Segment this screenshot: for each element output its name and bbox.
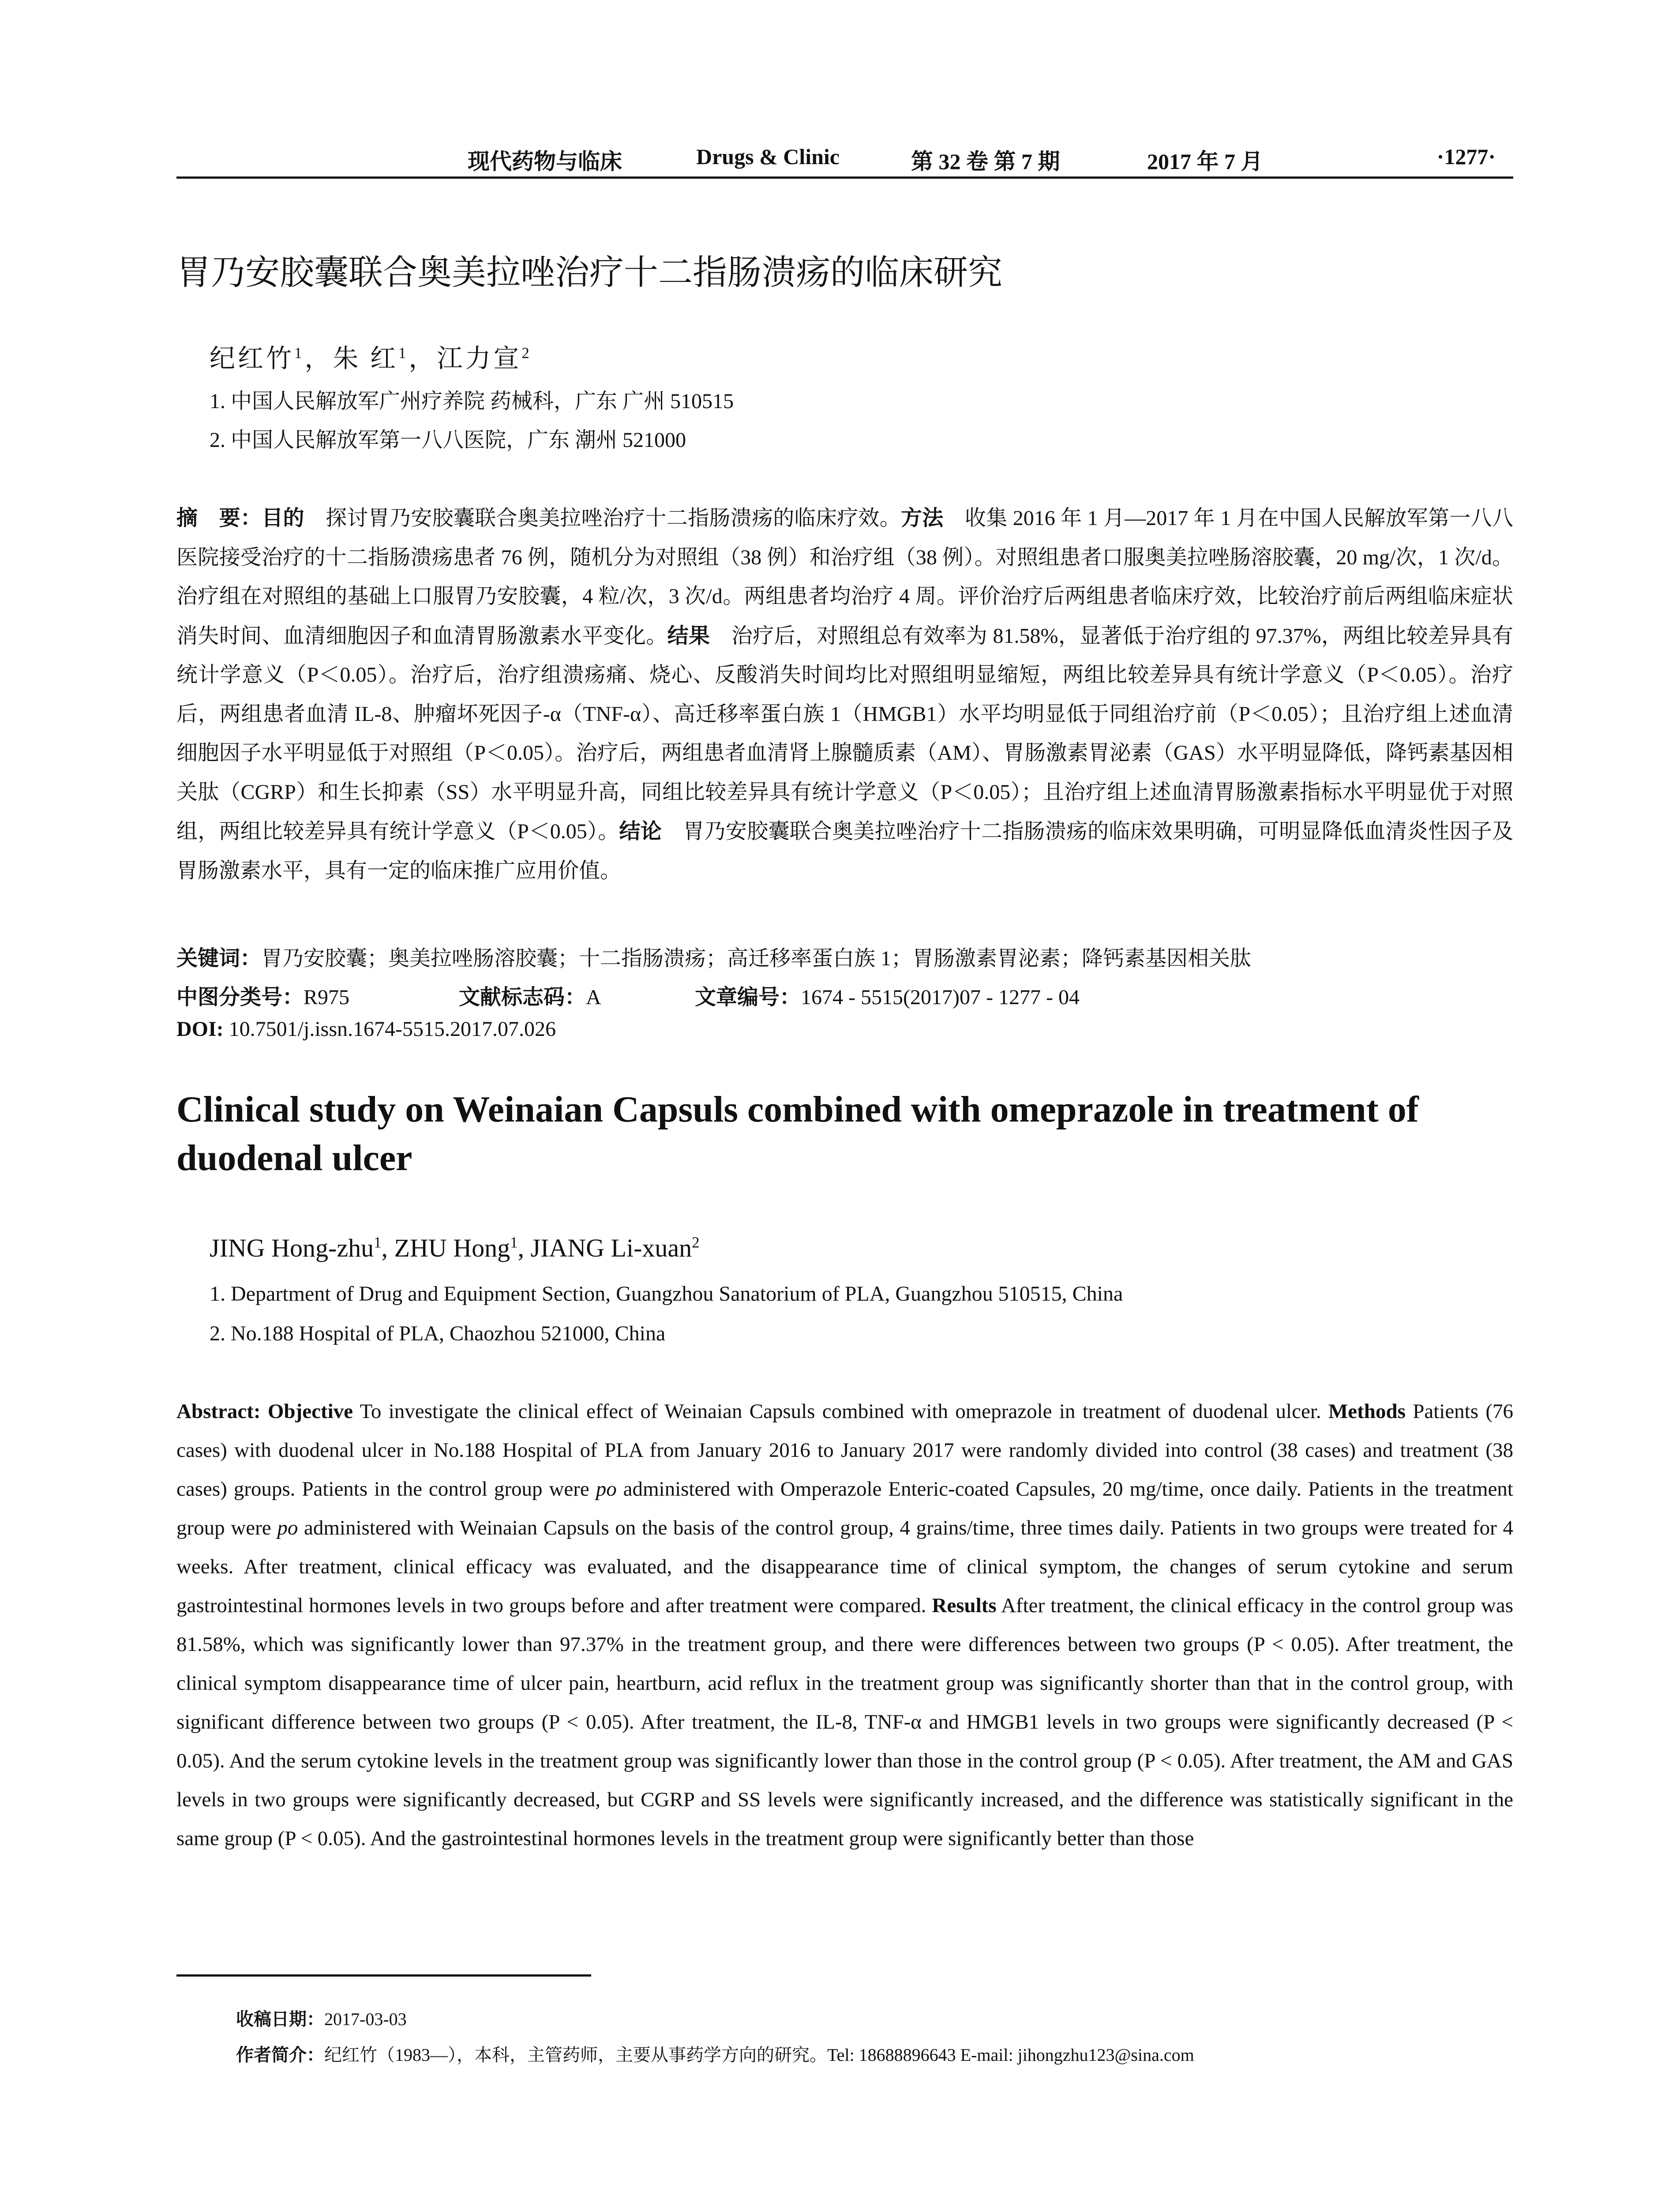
bio-text: 纪红竹（1983—），本科，主管药师，主要从事药学方向的研究。Tel: 18688896643 E-mail: jihongzhu123@sina.com	[324, 2045, 1194, 2065]
methods-text: Patients (76 cases) with duodenal ulcer in No.188 Hospital of PLA from January 2016 to January 2017 were randomly divided into control (38 cases) and treatment (38 cases) groups. Patients in the control group were	[176, 1400, 1513, 1501]
methods-text: 收集 2016 年 1 月—2017 年 1 月在中国人民解放军第一八八医院接受治疗的十二指肠溃疡患者 76 例，随机分为对照组（38 例）和治疗组（38 例）。对照组患者口服奥美拉唑肠溶胶囊，20 mg/次，1 次/d。治疗组在对照组的基础上口服胃乃安胶囊，4 粒/次，3 次/d。两组患者均治疗 4 周。评价治疗后两组患者临床疗效，比较治疗前后两组临床症状消失时间、血清细胞因子和血清胃肠激素水平变化。	[176, 506, 1513, 648]
objective-label: 目的	[262, 506, 304, 530]
objective-text: To investigate the clinical effect of Weinaian Capsuls combined with omeprazole in treatment of duodenal ulcer.	[353, 1400, 1328, 1423]
author-name: 江力宣	[437, 344, 522, 373]
received-date	[236, 2005, 407, 2030]
classification-line	[176, 980, 1080, 1010]
doi-label: DOI:	[176, 1017, 224, 1041]
author-separator: ，	[409, 344, 437, 373]
author-name: JING Hong-zhu	[210, 1234, 374, 1262]
keywords-label: 关键词：	[176, 946, 262, 971]
affiliation-mark: 1	[294, 344, 305, 362]
abstract-en	[176, 1392, 1513, 1858]
page-number: ·1277·	[1436, 144, 1496, 169]
issue-info: 第 32 卷 第 7 期	[911, 149, 1060, 174]
footnote-divider	[176, 1974, 591, 1977]
journal-name-cn: 现代药物与临床	[468, 149, 622, 174]
affiliation-mark: 2	[521, 344, 532, 362]
author-list-en	[210, 1233, 700, 1263]
author-name: ZHU Hong	[394, 1234, 510, 1262]
affiliation-en-1: 1. Department of Drug and Equipment Section, Guangzhou Sanatorium of PLA, Guangzhou 510515, China	[210, 1282, 1123, 1306]
results-label: Results	[932, 1594, 997, 1617]
author-bio	[236, 2041, 1194, 2066]
doc-code-value: A	[586, 986, 601, 1009]
results-text: 治疗后，对照组总有效率为 81.58%，显著低于治疗组的 97.37%，两组比较差异具有统计学意义（P＜0.05）。治疗后，治疗组溃疡痛、烧心、反酸消失时间均比对照组明显缩短，两组比较差异具有统计学意义（P＜0.05）。治疗后，两组患者血清 IL-8、肿瘤坏死因子-α（TNF-α）、高迁移率蛋白族 1（HMGB1）水平均明显低于同组治疗前（P＜0.05）；且治疗组上述血清细胞因子水平明显低于对照组（P＜0.05）。治疗后，两组患者血清肾上腺髓质素（AM）、胃肠激素胃泌素（GAS）水平明显降低，降钙素基因相关肽（CGRP）和生长抑素（SS）水平明显升高，同组比较差异具有统计学意义（P＜0.05）；且治疗组上述血清胃肠激素指标水平明显优于对照组，两组比较差异具有统计学意义（P＜0.05）。	[176, 624, 1513, 843]
keywords-text: 胃乃安胶囊；奥美拉唑肠溶胶囊；十二指肠溃疡；高迁移率蛋白族 1；胃肠激素胃泌素；降钙素基因相关肽	[261, 947, 1252, 970]
affiliation-mark: 1	[398, 344, 409, 362]
keywords-cn	[176, 941, 1251, 972]
affiliation-mark: 1	[374, 1234, 382, 1251]
affiliation-cn-1: 1. 中国人民解放军广州疗养院 药械科，广东 广州 510515	[210, 390, 734, 413]
abstract-objective-label: Abstract: Objective	[176, 1400, 353, 1423]
issue-date: 2017 年 7 月	[1147, 149, 1263, 174]
conclusion-label: 结论	[619, 819, 662, 844]
doi-line	[176, 1017, 556, 1041]
received-value: 2017-03-03	[324, 2009, 407, 2029]
abstract-label: 摘 要：	[176, 506, 262, 530]
clc-label: 中图分类号：	[176, 985, 304, 1009]
running-header	[176, 141, 1513, 179]
article-title-cn: 胃乃安胶囊联合奥美拉唑治疗十二指肠溃疡的临床研究	[176, 253, 1003, 293]
author-name: JIANG Li-xuan	[530, 1234, 692, 1262]
objective-text: 探讨胃乃安胶囊联合奥美拉唑治疗十二指肠溃疡的临床疗效。	[304, 506, 901, 530]
article-no-value: 1674 - 5515(2017)07 - 1277 - 04	[801, 986, 1080, 1009]
route-abbrev: po	[277, 1516, 298, 1539]
affiliation-mark: 2	[692, 1234, 700, 1251]
article-title-en: Clinical study on Weinaian Capsuls combined with omeprazole in treatment of duodenal ulcer	[176, 1089, 1419, 1178]
abstract-cn	[176, 499, 1513, 890]
clc-value: R975	[304, 986, 350, 1009]
affiliation-en-2: 2. No.188 Hospital of PLA, Chaozhou 521000, China	[210, 1322, 666, 1345]
author-list-cn	[210, 338, 532, 375]
bio-label: 作者简介：	[236, 2045, 324, 2065]
article-number	[695, 980, 1080, 1010]
author-separator: ,	[381, 1234, 394, 1262]
results-label: 结果	[667, 623, 710, 648]
author-separator: ,	[518, 1234, 531, 1262]
affiliation-mark: 1	[510, 1234, 518, 1251]
article-no-label: 文章编号：	[695, 985, 801, 1009]
journal-name-en: Drugs & Clinic	[696, 144, 840, 169]
methods-label: 方法	[901, 506, 944, 530]
affiliation-cn-2: 2. 中国人民解放军第一八八医院，广东 潮州 521000	[210, 428, 686, 452]
author-name: 朱 红	[333, 344, 398, 373]
author-separator: ，	[304, 344, 333, 373]
route-abbrev: po	[596, 1478, 617, 1501]
author-name: 纪红竹	[210, 344, 295, 373]
doi-link[interactable]: 10.7501/j.issn.1674-5515.2017.07.026	[223, 1017, 556, 1041]
doc-code-label: 文献标志码：	[459, 985, 586, 1009]
methods-label: Methods	[1328, 1400, 1406, 1423]
doc-code	[459, 980, 601, 1010]
results-text: After treatment, the clinical efficacy in the control group was 81.58%, which was significantly lower than 97.37% in the treatment group, and there were differences between two groups (P < 0.05). After treatment, the clinical symptom disappearance time of ulcer pain, heartburn, acid reflux in the treatment group was significantly shorter than that in the control group, with significant difference between two groups (P < 0.05). After treatment, the IL-8, TNF-α and HMGB1 levels in two groups were significantly decreased (P < 0.05). And the serum cytokine levels in the treatment group was significantly lower than those in the control group (P < 0.05). After treatment, the AM and GAS levels in two groups were significantly decreased, but CGRP and SS levels were significantly increased, and the difference was statistically significant in the same group (P < 0.05). And the gastrointestinal hormones levels in the treatment group were significantly better than those	[176, 1594, 1513, 1850]
conclusion-text: 胃乃安胶囊联合奥美拉唑治疗十二指肠溃疡的临床效果明确，可明显降低血清炎性因子及胃肠激素水平，具有一定的临床推广应用价值。	[176, 820, 1513, 882]
received-label: 收稿日期：	[236, 2009, 324, 2030]
methods-text: administered with Omperazole Enteric-coated Capsules, 20 mg/time, once daily. Patients in the treatment group were	[176, 1478, 1513, 1539]
methods-text: administered with Weinaian Capsuls on the basis of the control group, 4 grains/time, three times daily. Patients in two groups were treated for 4 weeks. After treatment, clinical efficacy was evaluated, and the disappearance time of clinical symptom, the changes of serum cytokine and serum gastrointestinal hormones levels in two groups before and after treatment were compared.	[176, 1516, 1513, 1617]
